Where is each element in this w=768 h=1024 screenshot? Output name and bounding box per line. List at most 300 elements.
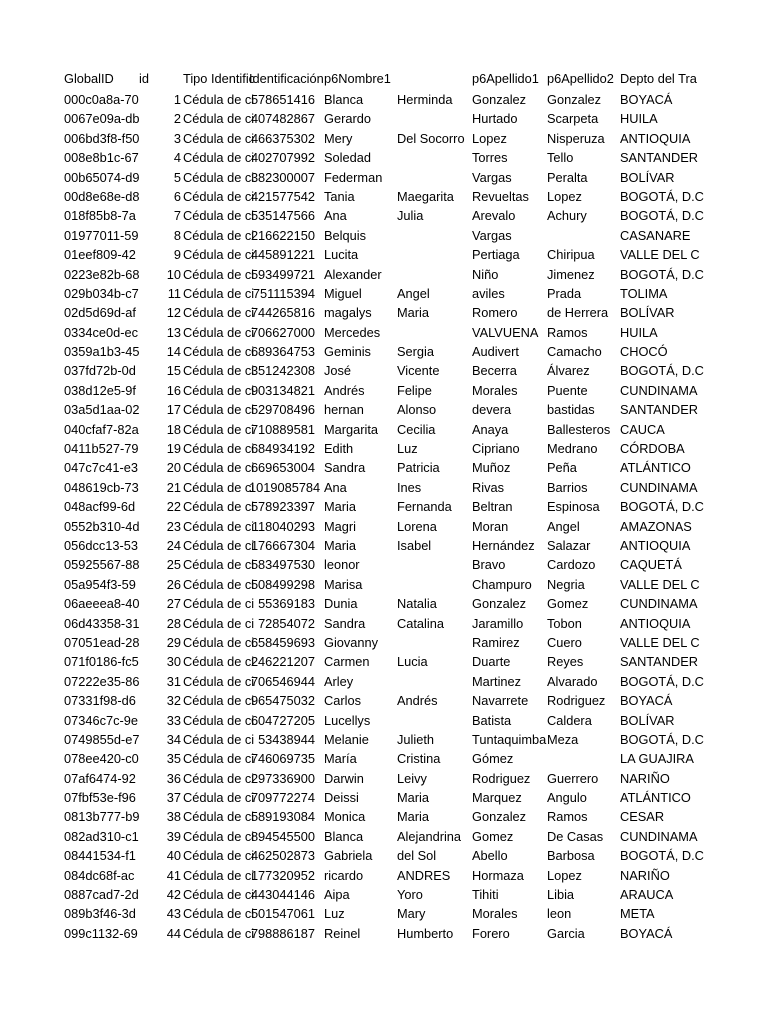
cell-nombre1: Margarita xyxy=(324,421,379,437)
cell-apellido2: Chiripua xyxy=(547,247,595,263)
cell-identificacion: 894545500 xyxy=(250,828,315,844)
cell-departamento: BOGOTÁ, D.C xyxy=(620,731,704,747)
cell-identificacion: 965475032 xyxy=(250,693,315,709)
cell-nombre1: Soledad xyxy=(324,150,371,166)
cell-apellido1: Anaya xyxy=(472,421,509,437)
cell-apellido1: Ramirez xyxy=(472,634,520,650)
cell-id: 25 xyxy=(166,557,181,573)
cell-tipo-identificacion: Cédula de ci xyxy=(183,460,255,476)
cell-identificacion: 798886187 xyxy=(250,925,315,941)
cell-departamento: BOGOTÁ, D.C xyxy=(620,363,704,379)
cell-tipo-identificacion: Cédula de ci xyxy=(183,673,255,689)
cell-departamento: META xyxy=(620,906,655,922)
cell-apellido1: VALVUENA xyxy=(472,324,539,340)
cell-nombre2: Fernanda xyxy=(397,499,452,515)
cell-id: 14 xyxy=(166,344,181,360)
cell-nombre1: Miguel xyxy=(324,285,362,301)
cell-identificacion: 706546944 xyxy=(250,673,315,689)
cell-apellido1: Arevalo xyxy=(472,208,516,224)
cell-departamento: NARIÑO xyxy=(620,867,670,883)
cell-apellido2: Negria xyxy=(547,576,585,592)
cell-tipo-identificacion: Cédula de ci xyxy=(183,227,255,243)
cell-apellido2: Barrios xyxy=(547,479,588,495)
cell-nombre2: Cristina xyxy=(397,751,441,767)
cell-departamento: CHOCÓ xyxy=(620,344,668,360)
cell-global-id: 0334ce0d-ec xyxy=(64,324,138,340)
cell-id: 9 xyxy=(173,247,181,263)
cell-apellido1: Tihiti xyxy=(472,887,499,903)
table-row xyxy=(62,711,696,730)
cell-id: 21 xyxy=(166,479,181,495)
cell-apellido1: Becerra xyxy=(472,363,517,379)
cell-nombre1: Deissi xyxy=(324,790,359,806)
cell-nombre2 xyxy=(397,226,470,245)
cell-tipo-identificacion: Cédula de ci xyxy=(183,285,255,301)
cell-nombre2 xyxy=(397,633,470,652)
cell-tipo-identificacion: Cédula de ci xyxy=(183,305,255,321)
cell-departamento: CASANARE xyxy=(620,227,691,243)
cell-nombre2: Maria xyxy=(397,809,429,825)
cell-apellido2: Camacho xyxy=(547,344,602,360)
cell-global-id: 018f85b8-7a xyxy=(64,208,136,224)
cell-id: 12 xyxy=(166,305,181,321)
cell-tipo-identificacion: Cédula de ci xyxy=(183,382,255,398)
cell-nombre1: José xyxy=(324,363,352,379)
table-row xyxy=(62,866,696,885)
table-row xyxy=(62,284,696,303)
cell-apellido1: Audivert xyxy=(472,344,519,360)
cell-identificacion: 751115394 xyxy=(252,285,315,301)
cell-id: 35 xyxy=(166,751,181,767)
cell-apellido1: Revueltas xyxy=(472,188,529,204)
cell-departamento: ANTIOQUIA xyxy=(620,537,691,553)
cell-tipo-identificacion: Cédula de ci xyxy=(183,693,255,709)
table-row xyxy=(62,807,696,826)
cell-nombre1: Maria xyxy=(324,537,356,553)
cell-nombre2: ANDRES xyxy=(397,867,451,883)
cell-global-id: 056dcc13-53 xyxy=(64,537,138,553)
cell-departamento: BOGOTÁ, D.C xyxy=(620,848,704,864)
cell-identificacion: 55369183 xyxy=(258,596,315,612)
cell-tipo-identificacion: Cédula de ci xyxy=(183,92,255,107)
cell-identificacion: 246221207 xyxy=(250,654,315,670)
table-row xyxy=(62,342,696,361)
cell-apellido1: Hormaza xyxy=(472,867,524,883)
cell-apellido2: Cuero xyxy=(547,634,582,650)
cell-tipo-identificacion: Cédula de ci xyxy=(183,344,255,360)
table-row xyxy=(62,458,696,477)
cell-nombre1: Belquis xyxy=(324,227,366,243)
cell-nombre2: Maria xyxy=(397,305,429,321)
cell-global-id: 0887cad7-2d xyxy=(64,887,139,903)
cell-departamento: CUNDINAMA xyxy=(620,479,698,495)
cell-id: 29 xyxy=(166,634,181,650)
table-row xyxy=(62,168,696,187)
header-apellido1: p6Apellido1 xyxy=(472,71,539,86)
table-row xyxy=(62,109,696,128)
cell-apellido2: Espinosa xyxy=(547,499,600,515)
cell-global-id: 07051ead-28 xyxy=(64,634,140,650)
cell-apellido1: Muñoz xyxy=(472,460,511,476)
cell-departamento: BOYACÁ xyxy=(620,925,673,941)
cell-identificacion: 421577542 xyxy=(250,188,315,204)
cell-identificacion: 351242308 xyxy=(250,363,315,379)
cell-tipo-identificacion: Cédula de ci xyxy=(183,150,255,166)
cell-identificacion: 177320952 xyxy=(250,867,315,883)
cell-nombre1: Melanie xyxy=(324,731,369,747)
cell-nombre1: Sandra xyxy=(324,460,366,476)
cell-identificacion: 709772274 xyxy=(250,790,315,806)
cell-apellido2: Reyes xyxy=(547,654,584,670)
cell-id: 40 xyxy=(166,848,181,864)
table-row xyxy=(62,517,696,536)
cell-identificacion: 508499298 xyxy=(250,576,315,592)
cell-nombre1: Maria xyxy=(324,499,356,515)
cell-identificacion: 216622150 xyxy=(250,227,315,243)
cell-apellido2: Tello xyxy=(547,150,574,166)
cell-apellido1: Morales xyxy=(472,382,518,398)
cell-departamento: VALLE DEL C xyxy=(620,247,700,263)
cell-tipo-identificacion: Cédula de ci xyxy=(183,809,255,825)
cell-global-id: 006bd3f8-f50 xyxy=(64,130,140,146)
cell-identificacion: 706627000 xyxy=(250,324,315,340)
cell-apellido2: Prada xyxy=(547,285,582,301)
cell-nombre2: Mary xyxy=(397,906,426,922)
cell-tipo-identificacion: Cédula de ci xyxy=(183,731,255,747)
cell-apellido1: Rodriguez xyxy=(472,770,531,786)
table-row xyxy=(62,652,696,671)
cell-tipo-identificacion: Cédula de ci xyxy=(183,247,255,263)
cell-apellido2: Guerrero xyxy=(547,770,599,786)
cell-departamento: AMAZONAS xyxy=(620,518,692,534)
cell-identificacion: 535147566 xyxy=(250,208,315,224)
cell-global-id: 0067e09a-db xyxy=(64,111,140,127)
cell-id: 43 xyxy=(166,906,181,922)
cell-global-id: 06aeeea8-40 xyxy=(64,596,140,612)
cell-identificacion: 501547061 xyxy=(250,906,315,922)
cell-identificacion: 529708496 xyxy=(250,402,315,418)
cell-apellido2: Jimenez xyxy=(547,266,595,282)
cell-apellido1: Gonzalez xyxy=(472,596,527,612)
cell-apellido2: Meza xyxy=(547,731,579,747)
table-row xyxy=(62,691,696,710)
cell-apellido1: Bravo xyxy=(472,557,506,573)
cell-nombre2: Natalia xyxy=(397,596,437,612)
cell-nombre2: Maria xyxy=(397,790,429,806)
cell-id: 24 xyxy=(166,537,181,553)
cell-tipo-identificacion: Cédula de ci xyxy=(183,169,255,185)
cell-nombre1: Blanca xyxy=(324,828,364,844)
cell-nombre2 xyxy=(397,168,470,187)
cell-id: 5 xyxy=(173,169,181,185)
cell-apellido1: Hurtado xyxy=(472,111,518,127)
cell-tipo-identificacion: Cédula de ci xyxy=(183,615,255,631)
cell-id: 26 xyxy=(166,576,181,592)
cell-nombre2: del Sol xyxy=(397,848,437,864)
header-global-id: GlobalID xyxy=(64,71,114,86)
cell-apellido2: Barbosa xyxy=(547,848,595,864)
cell-nombre1: Mercedes xyxy=(324,324,381,340)
cell-id: 20 xyxy=(166,460,181,476)
cell-departamento: ANTIOQUIA xyxy=(620,615,691,631)
cell-identificacion: 689364753 xyxy=(250,344,315,360)
header-tipo-identificacion: Tipo Identific xyxy=(183,71,256,86)
cell-identificacion: 445891221 xyxy=(250,247,315,263)
cell-departamento: VALLE DEL C xyxy=(620,576,700,592)
cell-nombre1: hernan xyxy=(324,402,364,418)
cell-nombre1: Carlos xyxy=(324,693,361,709)
cell-nombre2: Leivy xyxy=(397,770,427,786)
cell-apellido2: Caldera xyxy=(547,712,592,728)
table-row xyxy=(62,187,704,206)
cell-nombre2: Andrés xyxy=(397,693,438,709)
cell-departamento: ATLÁNTICO xyxy=(620,460,691,476)
cell-apellido1: Torres xyxy=(472,150,508,166)
table-row xyxy=(62,361,704,380)
table-row xyxy=(62,439,696,458)
table-row xyxy=(62,730,704,749)
table-row xyxy=(62,904,696,923)
cell-identificacion: 669653004 xyxy=(250,460,315,476)
cell-apellido2: Ballesteros xyxy=(547,421,611,437)
cell-tipo-identificacion: Cédula de ci xyxy=(183,499,255,515)
cell-tipo-identificacion: Cédula de ci xyxy=(183,828,255,844)
cell-apellido2: Gonzalez xyxy=(547,92,602,107)
cell-departamento: BOGOTÁ, D.C xyxy=(620,208,704,224)
header-identificacion: Identificación xyxy=(249,71,324,86)
cell-identificacion: 578651416 xyxy=(250,92,315,107)
cell-id: 8 xyxy=(173,227,181,243)
cell-nombre1: Arley xyxy=(324,673,354,689)
cell-global-id: 099c1132-69 xyxy=(64,925,138,941)
cell-apellido1: Champuro xyxy=(472,576,532,592)
table-row xyxy=(62,129,696,148)
cell-tipo-identificacion: Cédula de ci xyxy=(183,266,255,282)
cell-id: 31 xyxy=(166,673,181,689)
cell-global-id: 048619cb-73 xyxy=(64,479,139,495)
cell-global-id: 0411b527-79 xyxy=(64,441,139,457)
cell-id: 2 xyxy=(173,111,181,127)
cell-departamento: CUNDINAMA xyxy=(620,382,698,398)
cell-id: 42 xyxy=(166,887,181,903)
cell-departamento: SANTANDER xyxy=(620,402,698,418)
cell-nombre1: María xyxy=(324,751,357,767)
header-departamento: Depto del Tra xyxy=(620,71,697,86)
cell-tipo-identificacion: Cédula de ci xyxy=(183,537,255,553)
table-row xyxy=(62,536,696,555)
cell-nombre2: Lucia xyxy=(397,654,428,670)
table-row xyxy=(62,420,696,439)
cell-global-id: 07af6474-92 xyxy=(64,770,136,786)
cell-global-id: 07222e35-86 xyxy=(64,673,140,689)
cell-nombre1: Gerardo xyxy=(324,111,371,127)
cell-nombre2: Sergia xyxy=(397,344,434,360)
cell-tipo-identificacion: Cédula de ci xyxy=(183,421,255,437)
cell-identificacion: 710889581 xyxy=(250,421,315,437)
cell-departamento: BOYACÁ xyxy=(620,693,673,709)
cell-departamento: CUNDINAMA xyxy=(620,596,698,612)
cell-global-id: 07fbf53e-f96 xyxy=(64,790,136,806)
cell-global-id: 03a5d1aa-02 xyxy=(64,402,140,418)
cell-nombre2: Angel xyxy=(397,285,430,301)
cell-global-id: 0223e82b-68 xyxy=(64,266,140,282)
cell-nombre1: Monica xyxy=(324,809,366,825)
cell-departamento: VALLE DEL C xyxy=(620,634,700,650)
cell-apellido1: Navarrete xyxy=(472,693,529,709)
table-row xyxy=(62,769,696,788)
cell-global-id: 082ad310-c1 xyxy=(64,828,139,844)
table-row xyxy=(62,846,704,865)
table-row xyxy=(62,672,704,691)
cell-nombre1: Aipa xyxy=(324,887,350,903)
cell-tipo-identificacion: Cédula de ci xyxy=(183,887,255,903)
table-row xyxy=(62,226,696,245)
table-row xyxy=(62,478,696,497)
cell-departamento: BOGOTÁ, D.C xyxy=(620,673,704,689)
cell-identificacion: 684934192 xyxy=(250,441,315,457)
cell-id: 13 xyxy=(166,324,181,340)
cell-nombre2: Felipe xyxy=(397,382,432,398)
cell-nombre1: Ana xyxy=(324,208,347,224)
cell-apellido2: Lopez xyxy=(547,867,582,883)
table-row xyxy=(62,788,696,807)
cell-nombre2: Julieth xyxy=(397,731,434,747)
cell-nombre1: Tania xyxy=(324,188,355,204)
cell-tipo-identificacion: Cédula de ci xyxy=(183,363,255,379)
cell-apellido2: Salazar xyxy=(547,537,591,553)
cell-global-id: 0749855d-e7 xyxy=(64,731,140,747)
cell-identificacion: 72854072 xyxy=(258,615,315,631)
cell-nombre2 xyxy=(397,148,470,167)
cell-nombre2 xyxy=(397,323,470,342)
table-row xyxy=(62,614,696,633)
cell-tipo-identificacion: Cédula de ci xyxy=(183,479,255,495)
cell-global-id: 008e8b1c-67 xyxy=(64,150,139,166)
cell-global-id: 00d8e68e-d8 xyxy=(64,188,140,204)
cell-departamento: NARIÑO xyxy=(620,770,670,786)
cell-tipo-identificacion: Cédula de ci xyxy=(183,402,255,418)
cell-nombre1: Carmen xyxy=(324,654,370,670)
cell-departamento: BOYACÁ xyxy=(620,92,673,107)
cell-global-id: 0813b777-b9 xyxy=(64,809,140,825)
cell-apellido1: Morales xyxy=(472,906,518,922)
cell-identificacion: 466375302 xyxy=(250,130,315,146)
cell-nombre2: Catalina xyxy=(397,615,444,631)
cell-identificacion: 593499721 xyxy=(250,266,315,282)
table-row xyxy=(62,323,696,342)
cell-id: 19 xyxy=(166,441,181,457)
cell-nombre2: Luz xyxy=(397,441,418,457)
cell-apellido2: Medrano xyxy=(547,441,598,457)
cell-nombre1: Mery xyxy=(324,130,353,146)
cell-id: 27 xyxy=(166,596,181,612)
cell-apellido1: Cipriano xyxy=(472,441,520,457)
cell-nombre1: Sandra xyxy=(324,615,366,631)
cell-nombre2 xyxy=(397,672,470,691)
cell-nombre2 xyxy=(397,711,470,730)
header-nombre2 xyxy=(397,67,470,90)
cell-apellido2: De Casas xyxy=(547,828,604,844)
table-row xyxy=(62,555,696,574)
cell-tipo-identificacion: Cédula de ci xyxy=(183,208,255,224)
cell-identificacion: 746069735 xyxy=(250,751,315,767)
cell-departamento: HUILA xyxy=(620,111,658,127)
cell-apellido2: Alvarado xyxy=(547,673,598,689)
cell-id: 16 xyxy=(166,382,181,398)
cell-apellido1: Lopez xyxy=(472,130,507,146)
cell-tipo-identificacion: Cédula de ci xyxy=(183,188,255,204)
cell-global-id: 000c0a8a-70 xyxy=(64,92,139,107)
cell-global-id: 06d43358-31 xyxy=(64,615,140,631)
table-row xyxy=(62,827,696,846)
cell-apellido1: Forero xyxy=(472,925,510,941)
cell-nombre2 xyxy=(397,109,470,128)
cell-id: 28 xyxy=(166,615,181,631)
cell-identificacion: 118040293 xyxy=(251,518,315,534)
cell-nombre1: Luz xyxy=(324,906,345,922)
cell-identificacion: 744265816 xyxy=(250,305,315,321)
cell-nombre2 xyxy=(397,245,470,264)
cell-departamento: CUNDINAMA xyxy=(620,828,698,844)
cell-nombre1: Darwin xyxy=(324,770,364,786)
spreadsheet-table xyxy=(62,67,704,943)
data-rows xyxy=(62,90,704,943)
cell-identificacion: 658459693 xyxy=(250,634,315,650)
cell-tipo-identificacion: Cédula de ci xyxy=(183,848,255,864)
cell-global-id: 0359a1b3-45 xyxy=(64,344,140,360)
cell-nombre1: magalys xyxy=(324,305,372,321)
cell-apellido1: Gonzalez xyxy=(472,92,527,107)
cell-apellido1: Vargas xyxy=(472,227,512,243)
cell-tipo-identificacion: Cédula de ci xyxy=(183,790,255,806)
cell-apellido1: aviles xyxy=(472,285,505,301)
cell-id: 41 xyxy=(166,867,181,883)
cell-global-id: 038d12e5-9f xyxy=(64,382,136,398)
cell-identificacion: 402707992 xyxy=(250,150,315,166)
cell-identificacion: 297336900 xyxy=(250,770,315,786)
cell-nombre2 xyxy=(397,555,470,574)
table-row xyxy=(62,148,696,167)
cell-nombre1: Gabriela xyxy=(324,848,373,864)
cell-tipo-identificacion: Cédula de ci xyxy=(183,130,255,146)
cell-apellido2: bastidas xyxy=(547,402,595,418)
cell-nombre2: Herminda xyxy=(397,92,453,107)
cell-id: 11 xyxy=(167,285,181,301)
cell-tipo-identificacion: Cédula de ci xyxy=(183,576,255,592)
cell-apellido2: Achury xyxy=(547,208,587,224)
cell-global-id: 047c7c41-e3 xyxy=(64,460,138,476)
cell-identificacion: 462502873 xyxy=(250,848,315,864)
cell-id: 3 xyxy=(173,130,181,146)
cell-global-id: 089b3f46-3d xyxy=(64,906,136,922)
cell-identificacion: 1019085784 xyxy=(249,479,321,495)
table-row xyxy=(62,885,696,904)
cell-nombre2: Patricia xyxy=(397,460,440,476)
cell-id: 18 xyxy=(166,421,181,437)
cell-tipo-identificacion: Cédula de ci xyxy=(183,867,255,883)
cell-nombre1: Lucellys xyxy=(324,712,371,728)
table-row xyxy=(62,265,704,284)
cell-global-id: 08441534-f1 xyxy=(64,848,136,864)
cell-id: 36 xyxy=(166,770,181,786)
cell-identificacion: 382300007 xyxy=(250,169,315,185)
cell-departamento: CAUCA xyxy=(620,421,665,437)
cell-nombre1: Marisa xyxy=(324,576,363,592)
cell-nombre1: ricardo xyxy=(324,867,364,883)
cell-id: 37 xyxy=(166,790,181,806)
cell-global-id: 071f0186-fc5 xyxy=(64,654,139,670)
cell-identificacion: 578923397 xyxy=(250,499,315,515)
